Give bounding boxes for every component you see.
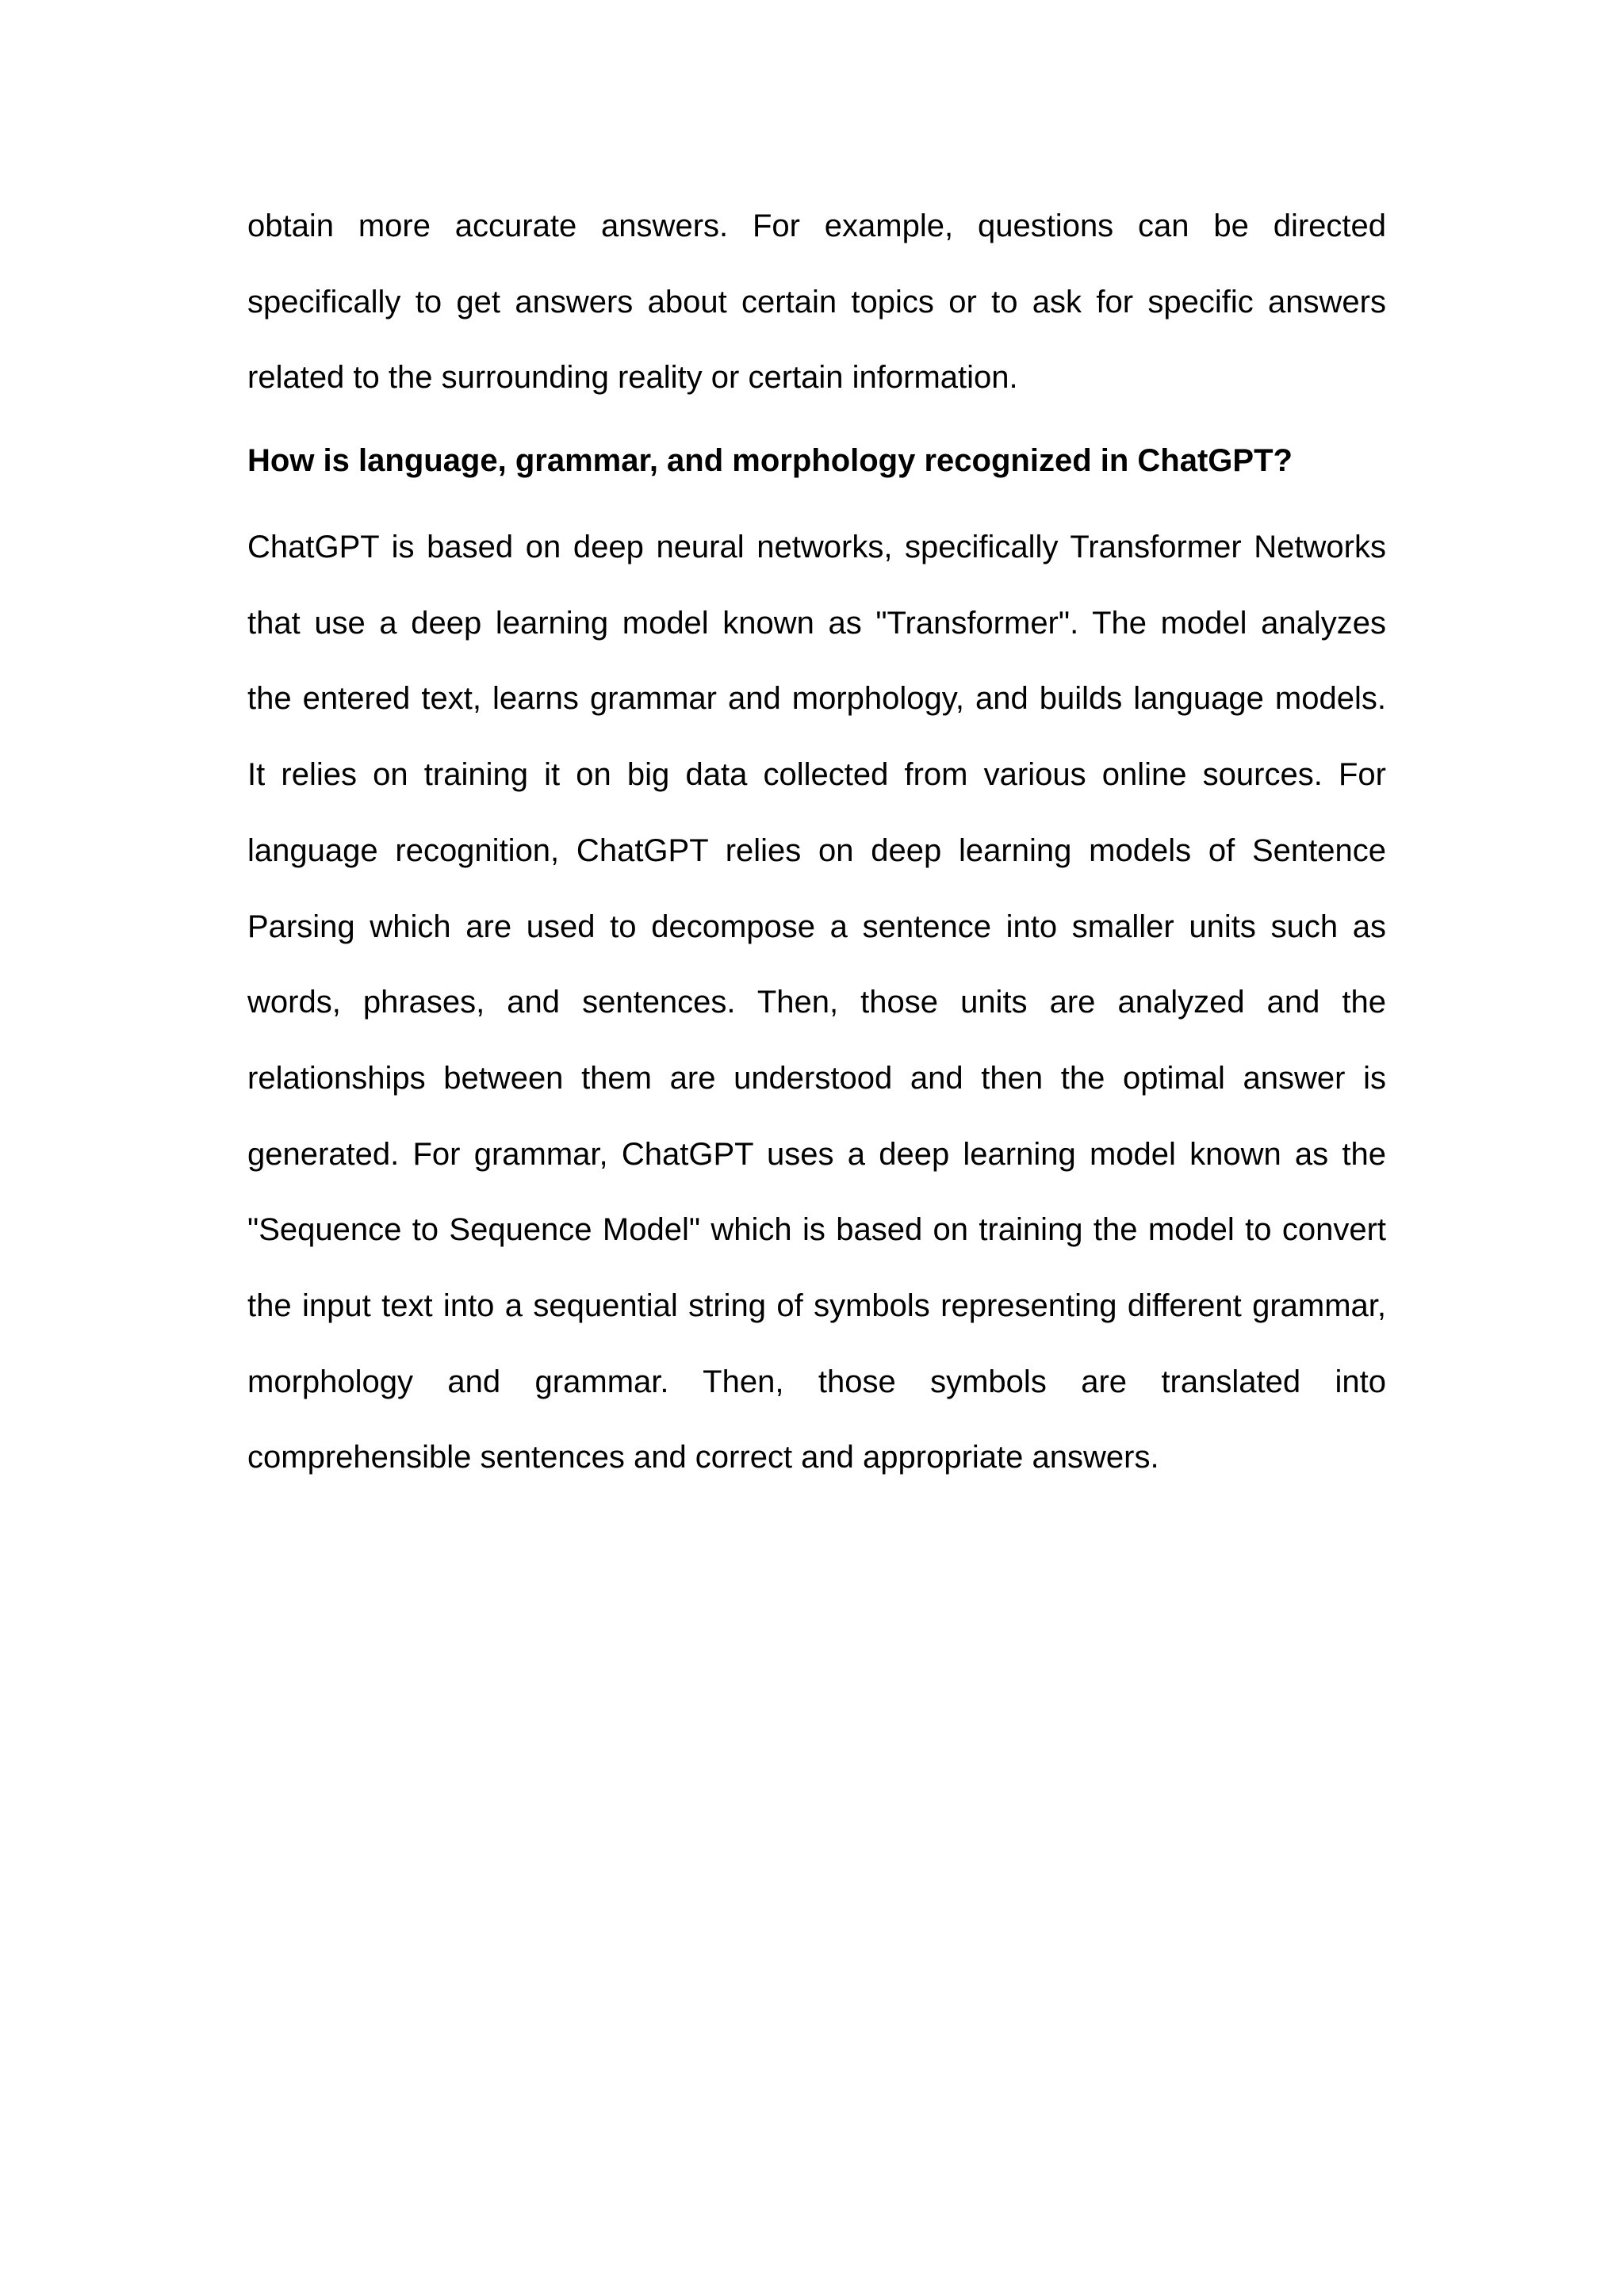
body-line: morphology and grammar. Then, those symbols are translated into [247, 1364, 1386, 1399]
document-page [247, 189, 1386, 1496]
section-heading: How is language, grammar, and morphology recognized in ChatGPT? [247, 443, 1293, 479]
body-line: language recognition, ChatGPT relies on deep learning models of Sentence [247, 832, 1386, 868]
body-paragraph [247, 510, 1386, 1496]
body-line: comprehensible sentences and correct and appropriate answers. [247, 1440, 1159, 1475]
body-line: generated. For grammar, ChatGPT uses a deep learning model known as the [247, 1136, 1386, 1172]
body-line: words, phrases, and sentences. Then, those units are analyzed and the [247, 985, 1386, 1020]
intro-line: related to the surrounding reality or certain information. [247, 360, 1018, 396]
body-line: the entered text, learns grammar and morphology, and builds language models. [247, 681, 1386, 717]
body-line: the input text into a sequential string of symbols representing different grammar, [247, 1288, 1386, 1323]
body-line: that use a deep learning model known as "Transformer". The model analyzes [247, 605, 1386, 641]
intro-paragraph [247, 189, 1386, 416]
body-line: Parsing which are used to decompose a sentence into smaller units such as [247, 909, 1386, 944]
body-line: "Sequence to Sequence Model" which is based on training the model to convert [247, 1212, 1386, 1248]
body-line: relationships between them are understood and then the optimal answer is [247, 1060, 1386, 1096]
body-line: ChatGPT is based on deep neural networks, specifically Transformer Networks [247, 530, 1386, 565]
intro-line: obtain more accurate answers. For example, questions can be directed [247, 209, 1386, 243]
intro-line: specifically to get answers about certain topics or to ask for specific answers [247, 284, 1386, 320]
body-line: It relies on training it on big data collected from various online sources. For [247, 757, 1386, 793]
